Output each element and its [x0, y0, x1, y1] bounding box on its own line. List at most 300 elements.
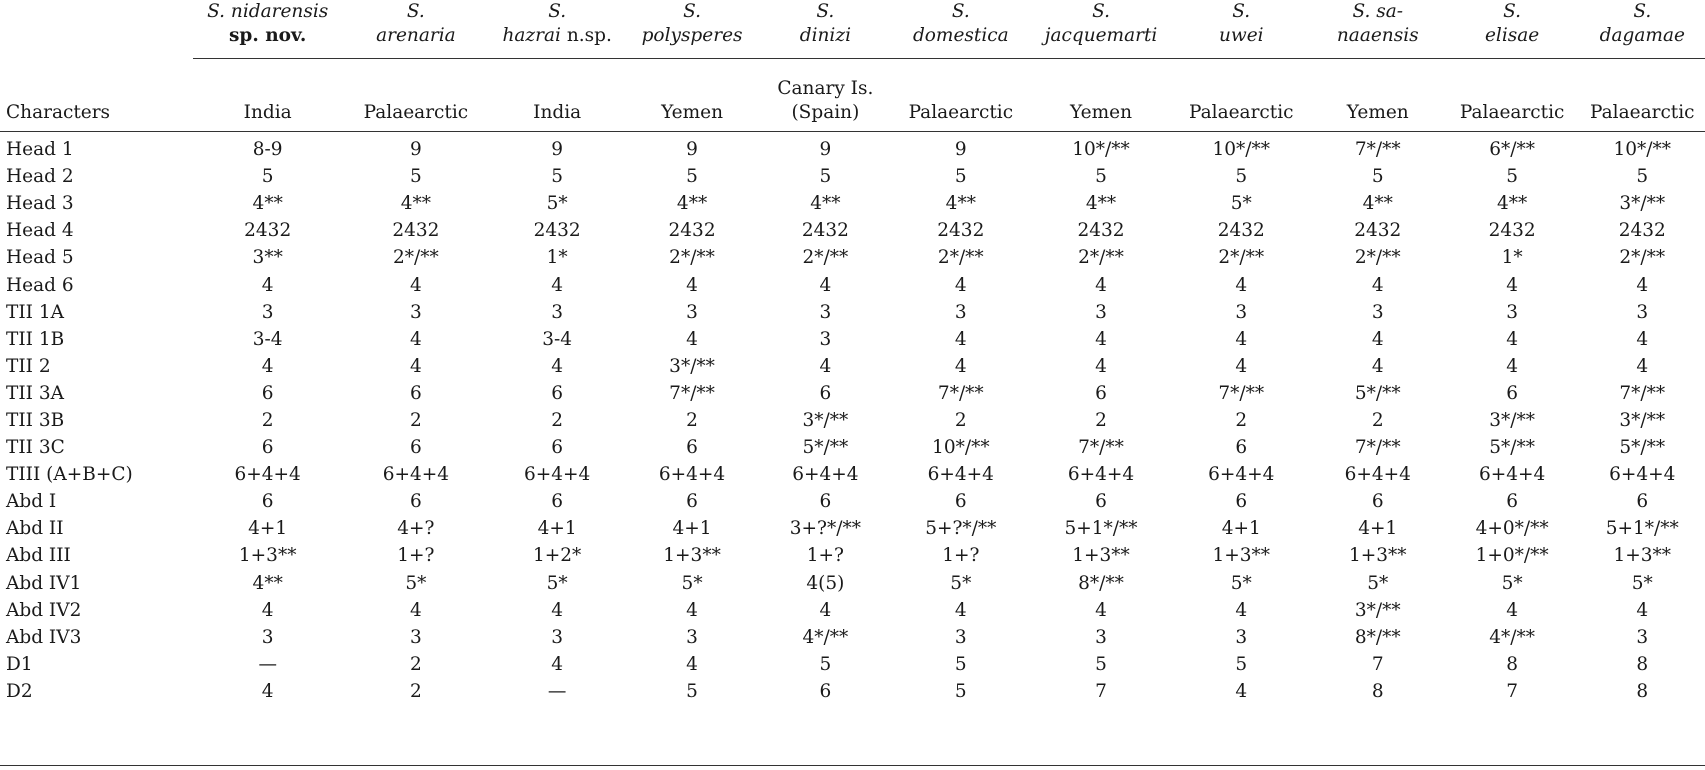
table-cell: 4 [686, 274, 698, 296]
table-cell: 10*/** [1212, 139, 1271, 161]
table-cell: 4** [1362, 193, 1393, 215]
table-cell: 6+4+4 [792, 464, 859, 486]
row-label: TII 3B [6, 409, 65, 431]
table-row [0, 488, 1705, 515]
row-label: Head 6 [6, 274, 74, 296]
table-cell: 2 [954, 409, 967, 431]
table-cell: 6+4+4 [1067, 464, 1135, 486]
table-cell: 5* [546, 193, 568, 215]
row-label: Abd I [6, 491, 57, 513]
species-name-line2: dinizi [799, 25, 851, 46]
species-name-line2: uwei [1218, 25, 1264, 46]
table-cell: 4 [1506, 274, 1519, 296]
table-cell: 2 [686, 409, 698, 431]
table-cell: 8 [1371, 680, 1384, 702]
region-header-0 [193, 59, 342, 132]
table-row [0, 597, 1705, 624]
table-cell: 8*/** [1354, 626, 1401, 648]
table-cell: 5* [1367, 572, 1389, 594]
table-cell: 6 [819, 680, 832, 702]
table-cell: 3 [1371, 301, 1384, 323]
table-cell: 4+1 [672, 518, 712, 540]
table-cell: 7*/** [937, 382, 984, 404]
species-name-line1: S. sa- [1352, 1, 1404, 22]
table-cell: 2*/** [669, 247, 715, 269]
row-label: TII 1A [6, 301, 64, 323]
table-cell: 5*/** [1354, 382, 1401, 404]
region-header-7 [1172, 59, 1311, 132]
region-label: Palaearctic [1189, 102, 1294, 123]
table-cell: 10*/** [932, 437, 990, 459]
region-label: India [533, 102, 582, 123]
table-cell: 3*/** [1489, 409, 1535, 431]
region-label: Palaearctic [1590, 102, 1695, 123]
table-cell: 6+4+4 [1344, 464, 1411, 486]
table-cell: 2432 [937, 220, 985, 242]
table-cell: 3** [252, 247, 283, 269]
species-header-6 [1030, 0, 1171, 59]
table-cell: 2 [1235, 409, 1248, 431]
table-cell: 4 [1371, 274, 1384, 296]
table-cell: 6+4+4 [658, 464, 726, 486]
table-cell: 4 [1235, 274, 1248, 296]
table-cell: 6 [686, 437, 698, 459]
region-header-row [0, 59, 1705, 132]
table-cell: 5 [1506, 166, 1519, 188]
table-cell: 5+?*/** [925, 518, 997, 540]
table-cell: 8 [1636, 680, 1649, 702]
species-name-line1: S. nidarensis [207, 1, 329, 22]
table-cell: 5 [954, 653, 967, 675]
species-header-row [0, 0, 1705, 59]
table-cell: 5*/** [1619, 437, 1666, 459]
table-cell: 1+3** [1212, 545, 1271, 567]
region-label: India [243, 102, 292, 123]
species-header-0 [193, 0, 342, 59]
table-cell: 2*/** [1078, 247, 1124, 269]
table-cell: 4** [945, 193, 976, 215]
table-cell: 5 [1636, 166, 1649, 188]
table-cell: 4 [409, 328, 422, 350]
table-cell: 9 [409, 139, 422, 161]
table-cell: 4** [252, 572, 283, 594]
table-cell: 6 [261, 491, 274, 513]
table-cell: 6 [686, 491, 698, 513]
table-cell: 4 [1636, 328, 1649, 350]
table-cell: 2432 [801, 220, 849, 242]
table-row [0, 570, 1705, 597]
table-cell: 5* [950, 572, 972, 594]
table-cell: 2432 [244, 220, 292, 242]
species-name-line2: elisae [1484, 25, 1540, 46]
table-cell: 6 [1506, 491, 1519, 513]
table-cell: 2432 [1077, 220, 1125, 242]
table-cell: 4 [1235, 680, 1248, 702]
table-cell: 6 [261, 437, 274, 459]
table-cell: 9 [686, 139, 698, 161]
table-cell: 2*/** [1218, 247, 1265, 269]
table-cell: 4 [819, 274, 832, 296]
species-name-line2: arenaria [376, 25, 456, 46]
row-label: Head 2 [6, 166, 74, 188]
species-name-line2: hazrai [502, 25, 561, 46]
table-cell: 2432 [533, 220, 581, 242]
row-label: Head 5 [6, 247, 74, 269]
table-cell: 6+4+4 [1609, 464, 1676, 486]
table-cell: 7 [1095, 680, 1107, 702]
region-label: Canary Is. [777, 78, 874, 99]
row-label: TII 2 [6, 355, 51, 377]
table-cell: 3 [409, 626, 422, 648]
table-row [0, 163, 1705, 190]
region-label-line2: (Spain) [791, 102, 860, 123]
table-cell: 4 [551, 653, 564, 675]
table-cell: 3 [409, 301, 422, 323]
table-cell: 6+4+4 [927, 464, 994, 486]
table-cell: 7 [1371, 653, 1384, 675]
table-cell: 2*/** [392, 247, 439, 269]
table-cell: 5*/** [1489, 437, 1535, 459]
row-label: D1 [6, 653, 33, 675]
table-cell: 4 [1371, 328, 1384, 350]
table-cell: 4 [1636, 274, 1649, 296]
table-cell: 2 [1371, 409, 1384, 431]
table-cell: 10*/** [1072, 139, 1130, 161]
table-cell: 5 [1235, 653, 1248, 675]
species-header-8 [1311, 0, 1445, 59]
table-cell: 1+3** [663, 545, 721, 567]
row-label: TII 1B [6, 328, 65, 350]
table-cell: 5 [954, 680, 967, 702]
table-cell: 2*/** [937, 247, 984, 269]
table-cell: 2*/** [1354, 247, 1401, 269]
table-cell: 4 [1506, 599, 1519, 621]
table-cell: 5 [261, 166, 274, 188]
table-cell: 4+1 [1358, 518, 1398, 540]
table-cell: 1+0*/** [1475, 545, 1549, 567]
table-row [0, 190, 1705, 217]
table-cell: 6 [409, 437, 422, 459]
species-header-9 [1445, 0, 1580, 59]
row-label: Head 4 [6, 220, 74, 242]
header-blank-cell [0, 0, 193, 59]
table-cell: 4 [819, 599, 832, 621]
table-cell: 6 [1095, 491, 1107, 513]
species-status-bold: sp. nov. [229, 25, 307, 46]
region-header-5 [891, 59, 1030, 132]
species-name-line1: S. [406, 1, 425, 22]
table-cell: 4 [1095, 328, 1107, 350]
species-name-line2: jacquemarti [1044, 25, 1158, 46]
region-header-10 [1580, 59, 1705, 132]
table-cell: 3*/** [802, 409, 849, 431]
table-cell: 5*/** [802, 437, 849, 459]
table-cell: 3 [1636, 301, 1649, 323]
species-name-line1: S. [1503, 1, 1522, 22]
table-cell: 1+? [397, 545, 435, 567]
table-cell: 2432 [668, 220, 716, 242]
table-cell: 4 [954, 328, 967, 350]
region-header-8 [1311, 59, 1445, 132]
table-cell: 4** [1496, 193, 1528, 215]
table-cell: 5* [1230, 193, 1252, 215]
characters-header: Characters [0, 59, 193, 132]
table-cell: 6+4+4 [523, 464, 591, 486]
region-label: Yemen [1346, 102, 1409, 123]
table-cell: 3 [261, 626, 274, 648]
table-cell: 3 [551, 301, 564, 323]
table-cell: 3*/** [669, 355, 715, 377]
table-cell: 6 [1235, 437, 1248, 459]
species-header-5 [891, 0, 1030, 59]
table-cell: 9 [551, 139, 564, 161]
table-cell: 6+4+4 [1478, 464, 1546, 486]
table-cell: 3 [819, 301, 832, 323]
table-cell: 6*/** [1489, 139, 1535, 161]
table-cell: 5* [405, 572, 427, 594]
table-cell: 4 [409, 355, 422, 377]
region-label: Yemen [1070, 102, 1133, 123]
table-cell: 8 [1506, 653, 1519, 675]
table-cell: 3*/** [1619, 409, 1666, 431]
region-label: Palaearctic [1459, 102, 1565, 123]
table-row [0, 380, 1705, 407]
species-status-note: n.sp. [560, 25, 612, 46]
table-row [0, 353, 1705, 380]
table-row [0, 299, 1705, 326]
table-cell: 5 [1235, 166, 1248, 188]
table-cell: 2432 [392, 220, 440, 242]
table-row [0, 515, 1705, 542]
table-cell: 5 [1095, 653, 1107, 675]
table-cell: 5+1*/** [1605, 518, 1679, 540]
table-cell: 6 [551, 491, 564, 513]
table-row [0, 651, 1705, 678]
table-cell: 2432 [1354, 220, 1402, 242]
table-cell: 5 [954, 166, 967, 188]
table-cell: 6+4+4 [382, 464, 450, 486]
row-label: Abd III [6, 545, 71, 567]
table-cell: 4 [1235, 599, 1248, 621]
table-cell: 3 [1235, 626, 1248, 648]
table-cell: 5 [551, 166, 564, 188]
table-cell: — [547, 680, 567, 702]
table-cell: 4 [551, 355, 564, 377]
region-header-4 [760, 59, 892, 132]
table-cell: 6 [1506, 382, 1519, 404]
table-cell: 5 [819, 653, 832, 675]
table-cell: 3 [551, 626, 564, 648]
bottom-rule [0, 765, 1705, 766]
table-cell: 4 [686, 328, 698, 350]
table-cell: 4 [686, 653, 698, 675]
row-label: D2 [6, 680, 33, 702]
table-cell: 6 [1371, 491, 1384, 513]
table-cell: 5* [1501, 572, 1523, 594]
table-cell: 5 [686, 166, 698, 188]
species-name-line1: S. [951, 1, 970, 22]
table-cell: 4 [1235, 355, 1248, 377]
table-cell: 7*/** [669, 382, 715, 404]
table-cell: 3 [1636, 626, 1649, 648]
table-cell: 5 [1371, 166, 1384, 188]
row-label: Abd IV3 [6, 626, 82, 648]
table-cell: 3 [686, 301, 698, 323]
table-cell: 5* [1631, 572, 1653, 594]
species-header-1 [342, 0, 490, 59]
table-cell: 4+1 [1221, 518, 1261, 540]
table-row [0, 434, 1705, 461]
table-cell: 2432 [1217, 220, 1265, 242]
table-cell: 1* [546, 247, 568, 269]
table-cell: 5* [681, 572, 703, 594]
table-cell: 6 [551, 437, 564, 459]
row-label: Head 1 [6, 139, 74, 161]
table-cell: 7*/** [1354, 139, 1401, 161]
table-cell: 4 [1506, 355, 1519, 377]
table-cell: 1+? [806, 545, 844, 567]
species-header-10 [1580, 0, 1705, 59]
species-name-line2: naaensis [1336, 25, 1419, 46]
table-cell: 2 [1095, 409, 1107, 431]
table-cell: 4 [819, 355, 832, 377]
table-cell: 4+1 [248, 518, 288, 540]
table-cell: 4 [261, 599, 274, 621]
table-cell: 8-9 [252, 139, 283, 161]
table-cell: 3 [261, 301, 274, 323]
region-header-1 [342, 59, 490, 132]
table-cell: 6+4+4 [1208, 464, 1275, 486]
table-cell: 4 [409, 274, 422, 296]
table-cell: 4 [1371, 355, 1384, 377]
table-cell: 2 [551, 409, 564, 431]
table-cell: 3+?*/** [789, 518, 861, 540]
table-cell: 8 [1636, 653, 1649, 675]
table-cell: 1+3** [1613, 545, 1672, 567]
table-cell: 3 [819, 328, 832, 350]
species-name-line1: S. [683, 1, 702, 22]
table-cell: 4 [1095, 355, 1107, 377]
table-cell: 4 [551, 274, 564, 296]
species-name-line2: dagamae [1599, 25, 1685, 46]
table-cell: 4+1 [537, 518, 577, 540]
table-cell: 4(5) [806, 572, 845, 594]
table-cell: 4*/** [1489, 626, 1535, 648]
table-cell: 4 [1095, 599, 1107, 621]
table-cell: 4*/** [802, 626, 849, 648]
table-cell: 2*/** [802, 247, 849, 269]
row-label: Head 3 [6, 193, 74, 215]
table-cell: 7*/** [1078, 437, 1124, 459]
row-label: TII 3A [6, 382, 64, 404]
table-row [0, 132, 1705, 164]
table-cell: 5 [1095, 166, 1107, 188]
table-cell: 3-4 [542, 328, 573, 350]
table-cell: 6 [1235, 491, 1248, 513]
table-row [0, 326, 1705, 353]
table-cell: 4 [1506, 328, 1519, 350]
table-row [0, 461, 1705, 488]
table-cell: 6 [551, 382, 564, 404]
table-cell: 1+? [942, 545, 980, 567]
table-cell: 4 [261, 680, 274, 702]
table-cell: 6 [261, 382, 274, 404]
table-row [0, 407, 1705, 434]
table-cell: — [258, 653, 277, 675]
table-cell: 1+2* [533, 545, 582, 567]
table-cell: 5 [409, 166, 422, 188]
table-cell: 4 [954, 274, 967, 296]
table-cell: 4 [1636, 599, 1649, 621]
table-cell: 4 [1636, 355, 1649, 377]
table-cell: 3*/** [1354, 599, 1401, 621]
table-row [0, 217, 1705, 244]
table-cell: 1+3** [238, 545, 297, 567]
species-header-3 [625, 0, 760, 59]
species-name-line1: S. [1092, 1, 1110, 22]
table-cell: 2 [409, 653, 422, 675]
table-cell: 4 [261, 355, 274, 377]
table-cell: 3 [1095, 301, 1107, 323]
table-cell: 3 [1235, 301, 1248, 323]
table-cell: 8*/** [1078, 572, 1124, 594]
species-name-line2: domestica [912, 25, 1009, 46]
table-cell: 3 [954, 301, 967, 323]
species-header-7 [1172, 0, 1311, 59]
table-row [0, 244, 1705, 271]
table-row [0, 624, 1705, 651]
table-cell: 4 [1235, 328, 1248, 350]
species-header-4 [760, 0, 892, 59]
table-cell: 10*/** [1613, 139, 1672, 161]
table-cell: 5 [686, 680, 698, 702]
table-cell: 4** [810, 193, 841, 215]
row-label: Abd IV2 [6, 599, 82, 621]
table-cell: 3 [1095, 626, 1107, 648]
species-name-line2: polysperes [641, 25, 743, 46]
table-cell: 2*/** [1619, 247, 1666, 269]
species-name-line1: S. [548, 1, 567, 22]
table-row [0, 271, 1705, 298]
table-cell: 2432 [1488, 220, 1536, 242]
region-label: Palaearctic [908, 102, 1014, 123]
species-header-2 [490, 0, 625, 59]
table-cell: 4 [686, 599, 698, 621]
table-cell: 3 [1506, 301, 1519, 323]
table-cell: 9 [819, 139, 832, 161]
table-cell: 4 [1095, 274, 1107, 296]
table-cell: 4 [954, 355, 967, 377]
table-cell: 4 [261, 274, 274, 296]
species-name-line1: S. [1232, 1, 1251, 22]
table-cell: 4 [551, 599, 564, 621]
table-cell: 1+3** [1072, 545, 1130, 567]
table-cell: 2 [409, 680, 422, 702]
region-header-3 [625, 59, 760, 132]
table-cell: 5* [546, 572, 568, 594]
table-cell: 6 [954, 491, 967, 513]
table-cell: 3 [686, 626, 698, 648]
table-cell: 6 [819, 382, 832, 404]
table-cell: 6 [1095, 382, 1107, 404]
table-cell: 6+4+4 [234, 464, 301, 486]
table-cell: 5 [819, 166, 832, 188]
table-row [0, 678, 1705, 705]
region-label: Palaearctic [363, 102, 469, 123]
table-cell: 1* [1501, 247, 1523, 269]
table-cell: 4** [676, 193, 708, 215]
table-cell: 4+0*/** [1475, 518, 1549, 540]
